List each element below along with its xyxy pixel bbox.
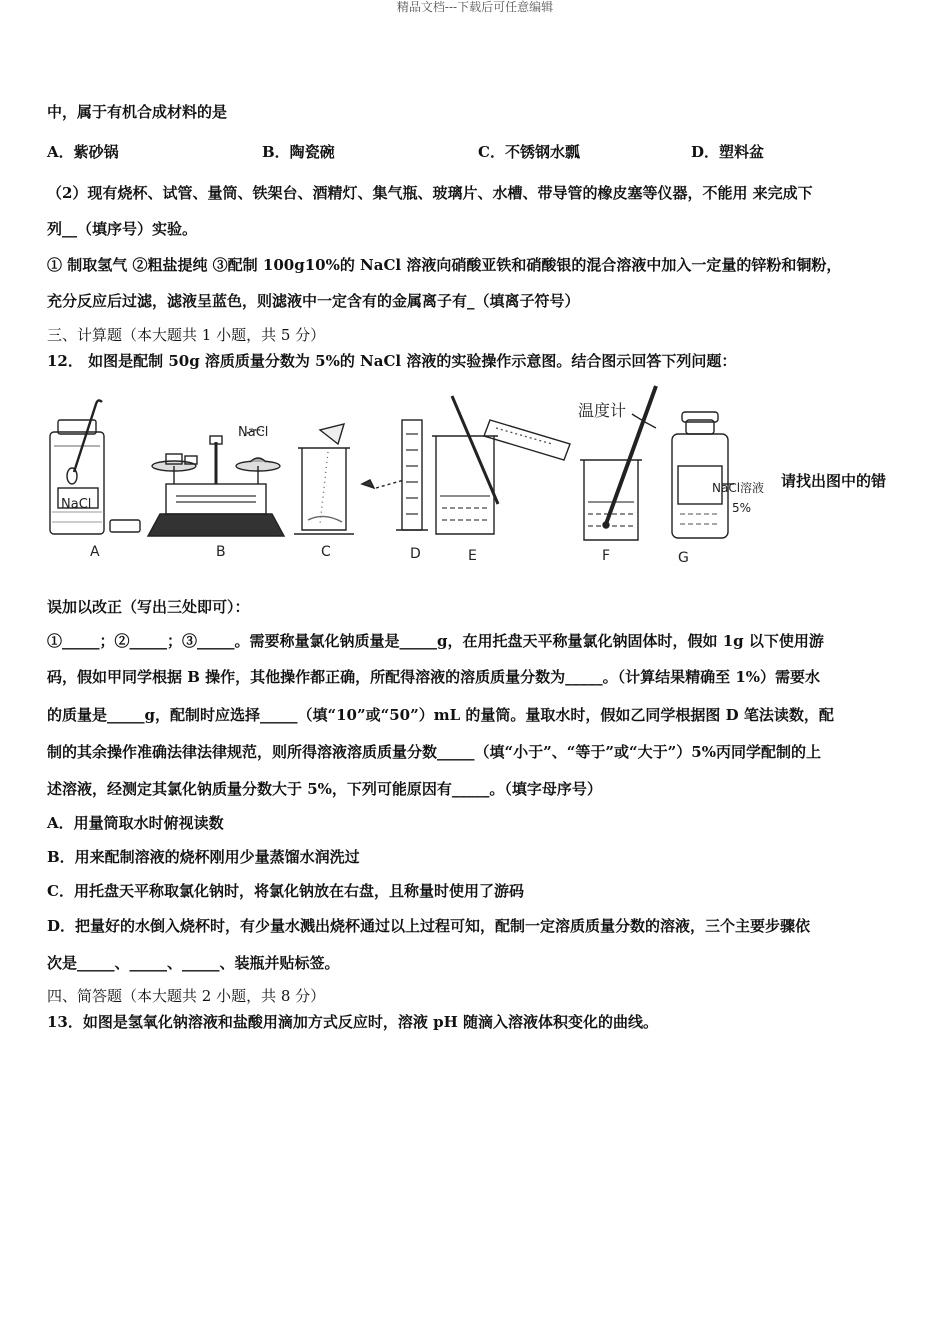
section-4-heading: 四、简答题（本大题共 2 小题，共 8 分） (47, 987, 326, 1005)
q12-line-cont: 误加以改正（写出三处即可）： (47, 598, 250, 616)
q11-option-d: D．塑料盆 (691, 143, 765, 161)
figure-a-reagent-jar (50, 400, 140, 534)
q11-part2-line2: 列__（填序号）实验。 (47, 220, 198, 238)
figure-d-cylinder (362, 420, 428, 530)
figure-g-bottle-percent: 5% (732, 501, 752, 515)
q12-option-b: B．用来配制溶液的烧杯刚用少量蒸馏水润洗过 (47, 848, 360, 866)
q12-line-c: 的质量是_____g，配制时应选择_____（填“10”或“50”）mL 的量筒。量取水时，假如乙同学根据图 D 笔法读数，配 (47, 706, 834, 724)
figure-f-thermometer-label: 温度计 (578, 401, 627, 420)
figure-label-c: C (321, 544, 331, 560)
experiment-figure (44, 384, 904, 574)
figure-a-jar-label: NaCl (61, 497, 92, 512)
figure-b-nacl-label: NaCl (238, 425, 269, 440)
figure-c-beaker (294, 424, 354, 534)
q11-option-a: A．紫砂锅 (47, 143, 119, 161)
q11-stem-tail: 中，属于有机合成材料的是 (47, 103, 228, 121)
q12-option-a: A．用量筒取水时俯视读数 (47, 814, 224, 832)
q13-stem: 13．如图是氢氧化钠溶液和盐酸用滴加方式反应时，溶液 pH 随滴入溶液体积变化的曲线。 (47, 1013, 658, 1031)
section-3-heading: 三、计算题（本大题共 1 小题，共 5 分） (47, 326, 326, 344)
q12-line-e: 述溶液，经测定其氯化钠质量分数大于 5%，下列可能原因有_____。（填字母序号） (47, 780, 602, 798)
q12-option-d: D．把量好的水倒入烧杯时，有少量水溅出烧杯通过以上过程可知，配制一定溶质质量分数的溶液，三个主要步骤依 (47, 917, 811, 935)
figure-label-e: E (468, 548, 477, 564)
q12-line-b: 码，假如甲同学根据 B 操作，其他操作都正确，所配得溶液的溶质质量分数为_____。（计算结果精确至 1%）需要水 (47, 668, 821, 686)
q12-option-d-cont: 次是_____、_____、_____、装瓶并贴标签。 (47, 954, 340, 972)
figure-g-bottle (672, 412, 734, 538)
q12-line-d: 制的其余操作准确法律法律规范，则所得溶液溶质质量分数_____（填“小于”、“等于”或“大于”）5%丙同学配制的上 (47, 743, 821, 761)
q11-part2-line1: （2）现有烧杯、试管、量筒、铁架台、酒精灯、集气瓶、玻璃片、水槽、带导管的橡皮塞等仪器，不能用 来完成下 (47, 184, 813, 202)
q12-intro: 12． 如图是配制 50g 溶质质量分数为 5%的 NaCl 溶液的实验操作示意图。结合图示回答下列问题： (47, 352, 737, 370)
page-header: 精品文档---下载后可任意编辑 (396, 0, 554, 14)
q11-part2-line3: ① 制取氢气 ②粗盐提纯 ③配制 100g10%的 NaCl 溶液向硝酸亚铁和硝酸银的混合溶液中加入一定量的锌粉和铜粉， (47, 256, 842, 274)
figure-b-balance (148, 430, 284, 536)
q11-part2-line4: 充分反应后过滤，滤液呈蓝色，则滤液中一定含有的金属离子有_（填离子符号） (47, 292, 580, 310)
figure-label-f: F (602, 548, 611, 564)
q11-option-b: B．陶瓷碗 (262, 143, 335, 161)
figure-label-d: D (410, 546, 421, 562)
figure-label-g: G (678, 550, 689, 566)
figure-e-beaker (432, 396, 570, 534)
figure-label-a: A (90, 544, 100, 560)
q12-option-c: C．用托盘天平称取氯化钠时，将氯化钠放在右盘，且称量时使用了游码 (47, 882, 524, 900)
q11-option-c: C．不锈钢水瓢 (478, 143, 580, 161)
figure-g-bottle-label: NaCl溶液 (712, 481, 765, 495)
figure-inline-text: 请找出图中的错 (781, 472, 887, 490)
figure-label-b: B (216, 544, 226, 560)
q12-line-a: ①_____；②_____；③_____。需要称量氯化钠质量是_____g，在用托盘天平称量氯化钠固体时，假如 1g 以下使用游 (47, 632, 824, 650)
